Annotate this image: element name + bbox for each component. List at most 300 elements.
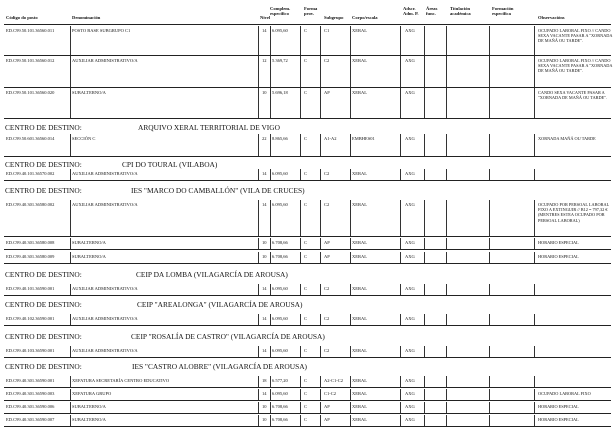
row-corpo: XERAL <box>352 240 367 245</box>
column-rule <box>489 389 490 400</box>
row-forma: C <box>304 136 308 141</box>
column-rule <box>446 389 447 400</box>
row-rule <box>4 180 611 181</box>
row-denominacion: POSTO BASE SUBGRUPO C1 <box>72 28 131 33</box>
row-forma: C <box>304 286 308 291</box>
header-subgrupo: Subgrupo <box>324 15 344 20</box>
row-complemento: 6.708,66 <box>272 240 288 245</box>
row-denominacion: XEFATURA GRUPO <box>72 391 112 396</box>
centre-name: IES "MARCO DO CAMBALLÓN" (VILA DE CRUCES) <box>131 186 305 195</box>
row-forma: C <box>304 90 308 95</box>
row-nivel: 14 <box>262 286 267 291</box>
row-rule <box>4 426 611 427</box>
row-complemento: 5.696,18 <box>272 90 288 95</box>
column-rule <box>258 134 259 156</box>
column-rule <box>300 402 301 413</box>
column-rule <box>400 376 401 387</box>
column-rule <box>489 88 490 118</box>
row-subgrupo: C2 <box>324 286 330 291</box>
header-areas: Áreas func. <box>426 6 438 16</box>
column-rule <box>489 252 490 263</box>
row-rule <box>4 325 611 326</box>
row-rule <box>4 236 611 237</box>
row-code: ED.C99.40.101.36570.002 <box>6 171 55 176</box>
header-codigo: Código do posto <box>6 15 38 20</box>
column-rule <box>400 88 401 118</box>
row-complemento: 6.095,60 <box>272 316 288 321</box>
column-rule <box>489 200 490 236</box>
column-rule <box>400 134 401 156</box>
row-corpo: XERAL <box>352 417 367 422</box>
row-subgrupo: C2 <box>324 202 330 207</box>
row-forma: C <box>304 378 308 383</box>
row-adscr: AXG <box>405 58 415 63</box>
row-nivel: 18 <box>262 378 267 383</box>
column-rule <box>446 346 447 357</box>
row-complemento: 6.708,66 <box>272 254 288 259</box>
row-nivel: 22 <box>262 136 267 141</box>
row-complemento: 6.708,66 <box>272 404 288 409</box>
row-adscr: AXG <box>405 378 415 383</box>
row-nivel: 10 <box>262 417 267 422</box>
row-forma: C <box>304 391 308 396</box>
column-rule <box>424 376 425 387</box>
row-observacions: OCUPADO LABORAL FIXO <box>538 391 591 396</box>
column-rule <box>320 200 321 236</box>
column-rule <box>489 314 490 325</box>
column-rule <box>424 402 425 413</box>
header-adscr: Adscr. Adm. P. <box>403 6 419 16</box>
column-rule <box>320 56 321 87</box>
column-rule <box>446 169 447 180</box>
column-rule <box>424 346 425 357</box>
column-rule <box>320 415 321 426</box>
row-nivel: 14 <box>262 391 267 396</box>
column-rule <box>270 200 271 236</box>
row-observacions: HORARIO ESPECIAL <box>538 404 579 409</box>
row-adscr: AXG <box>405 254 415 259</box>
row-nivel: 10 <box>262 90 267 95</box>
row-forma: C <box>304 202 308 207</box>
row-adscr: AXG <box>405 202 415 207</box>
column-rule <box>400 200 401 236</box>
row-complemento: 6.095,60 <box>272 28 288 33</box>
column-rule <box>70 402 71 413</box>
column-rule <box>320 88 321 118</box>
column-rule <box>446 26 447 55</box>
row-code: ED.C99.40.101.36590.001 <box>6 286 55 291</box>
row-observacions: CANDO SEXA VACANTE PASAR A "XORNADA DE MAÑÁ OU TARDE". <box>538 90 608 101</box>
row-subgrupo: AP <box>324 404 330 409</box>
column-rule <box>534 252 535 263</box>
header-denominacion: Denominación <box>72 15 101 20</box>
column-rule <box>489 402 490 413</box>
row-complemento: 6.577,20 <box>272 378 288 383</box>
column-rule <box>300 238 301 249</box>
column-rule <box>350 252 351 263</box>
column-rule <box>270 284 271 295</box>
row-corpo: XERAL <box>352 202 367 207</box>
column-rule <box>446 134 447 156</box>
column-rule <box>270 376 271 387</box>
column-rule <box>320 402 321 413</box>
column-rule <box>300 56 301 87</box>
row-nivel: 10 <box>262 240 267 245</box>
column-rule <box>270 346 271 357</box>
column-rule <box>70 56 71 87</box>
centre-label: CENTRO DE DESTINO: <box>5 160 82 169</box>
column-rule <box>70 88 71 118</box>
row-complemento: 6.095,60 <box>272 171 288 176</box>
row-denominacion: AUXILIAR ADMINISTRATIVO/A <box>72 171 138 176</box>
column-rule <box>258 88 259 118</box>
row-corpo: XERAL <box>352 348 367 353</box>
column-rule <box>534 389 535 400</box>
row-subgrupo: AP <box>324 90 330 95</box>
row-forma: C <box>304 417 308 422</box>
header-observacions: Observacións <box>538 15 565 20</box>
column-rule <box>300 389 301 400</box>
column-rule <box>258 200 259 236</box>
column-rule <box>446 88 447 118</box>
centre-label: CENTRO DE DESTINO: <box>5 270 82 279</box>
column-rule <box>320 252 321 263</box>
column-rule <box>300 134 301 156</box>
row-adscr: AXG <box>405 90 415 95</box>
column-rule <box>489 346 490 357</box>
column-rule <box>534 26 535 55</box>
row-corpo: XERAL <box>352 404 367 409</box>
column-rule <box>534 402 535 413</box>
column-rule <box>424 238 425 249</box>
column-rule <box>446 415 447 426</box>
column-rule <box>270 252 271 263</box>
row-complemento: 6.095,60 <box>272 286 288 291</box>
row-corpo: XERAL <box>352 58 367 63</box>
row-rule <box>4 400 611 401</box>
column-rule <box>270 314 271 325</box>
centre-name: CEIP "ROSALÍA DE CASTRO" (VILAGARCÍA DE AROUSA) <box>131 332 325 341</box>
row-corpo: XERAL <box>352 28 367 33</box>
column-rule <box>400 26 401 55</box>
column-rule <box>70 134 71 156</box>
column-rule <box>350 200 351 236</box>
row-forma: C <box>304 28 308 33</box>
row-adscr: AXG <box>405 404 415 409</box>
column-rule <box>400 402 401 413</box>
row-subgrupo: C2 <box>324 316 330 321</box>
column-rule <box>270 134 271 156</box>
column-rule <box>400 346 401 357</box>
row-nivel: 12 <box>262 58 267 63</box>
header-formacion: Formación específica <box>492 6 514 16</box>
row-corpo: XERAL <box>352 254 367 259</box>
column-rule <box>350 56 351 87</box>
row-observacions: OCUPADO LABORAL FIXO // CANDO SEXA VACANTE PASAR A "XORNADA DE MAÑÁ OU TARDE". <box>538 28 613 44</box>
centre-name: CEIP "AREALONGA" (VILAGARCÍA DE AROUSA) <box>137 300 303 309</box>
column-rule <box>258 402 259 413</box>
column-rule <box>258 56 259 87</box>
column-rule <box>424 26 425 55</box>
row-adscr: AXG <box>405 391 415 396</box>
row-denominacion: XEFATURA SECRETARÍA CENTRO EDUCATIVO <box>72 378 170 383</box>
column-rule <box>424 415 425 426</box>
row-code: ED.C99.40.301.36580.008 <box>6 240 55 245</box>
column-rule <box>424 284 425 295</box>
column-rule <box>489 169 490 180</box>
column-rule <box>400 169 401 180</box>
row-rule <box>4 156 611 157</box>
column-rule <box>534 415 535 426</box>
row-denominacion: AUXILIAR ADMINISTRATIVO/A <box>72 316 138 321</box>
row-subgrupo: C2 <box>324 348 330 353</box>
row-subgrupo: C1 <box>324 28 330 33</box>
row-complemento: 5.369,72 <box>272 58 288 63</box>
column-rule <box>300 314 301 325</box>
column-rule <box>446 238 447 249</box>
column-rule <box>400 238 401 249</box>
row-rule <box>4 295 611 296</box>
column-rule <box>350 389 351 400</box>
column-rule <box>424 389 425 400</box>
column-rule <box>270 169 271 180</box>
row-nivel: 14 <box>262 348 267 353</box>
row-complemento: 6.095,60 <box>272 348 288 353</box>
centre-label: CENTRO DE DESTINO: <box>5 300 82 309</box>
row-adscr: AXG <box>405 240 415 245</box>
column-rule <box>424 252 425 263</box>
centre-label: CENTRO DE DESTINO: <box>5 186 82 195</box>
column-rule <box>258 376 259 387</box>
row-code: ED.C99.40.301.36580.009 <box>6 254 55 259</box>
row-rule <box>4 55 611 56</box>
column-rule <box>534 56 535 87</box>
column-rule <box>70 415 71 426</box>
column-rule <box>70 284 71 295</box>
column-rule <box>350 134 351 156</box>
column-rule <box>70 389 71 400</box>
column-rule <box>350 415 351 426</box>
centre-label: CENTRO DE DESTINO: <box>5 123 82 132</box>
column-rule <box>300 284 301 295</box>
centre-name: CPI DO TOURAL (VILABOA) <box>122 160 218 169</box>
column-rule <box>258 284 259 295</box>
row-code: ED.C99.50.101.36560.011 <box>6 28 55 33</box>
column-rule <box>70 252 71 263</box>
row-subgrupo: AP <box>324 417 330 422</box>
column-rule <box>489 376 490 387</box>
column-rule <box>350 314 351 325</box>
column-rule <box>258 252 259 263</box>
row-denominacion: AUXILIAR ADMINISTRATIVO/A <box>72 202 138 207</box>
row-complemento: 6.095,60 <box>272 202 288 207</box>
column-rule <box>489 56 490 87</box>
row-nivel: 14 <box>262 171 267 176</box>
row-complemento: 8.865,66 <box>272 136 288 141</box>
column-rule <box>489 26 490 55</box>
row-code: ED.C99.50.101.36560.012 <box>6 58 55 63</box>
column-rule <box>270 415 271 426</box>
column-rule <box>300 200 301 236</box>
column-rule <box>270 238 271 249</box>
row-forma: C <box>304 404 308 409</box>
row-subgrupo: C2 <box>324 58 330 63</box>
header-nivel: Nivel <box>260 15 271 20</box>
column-rule <box>70 169 71 180</box>
column-rule <box>300 346 301 357</box>
column-rule <box>350 88 351 118</box>
column-rule <box>320 284 321 295</box>
row-observacions: XORNADA MAÑÁ OU TARDE <box>538 136 596 141</box>
row-code: ED.C99.40.301.36580.002 <box>6 202 55 207</box>
row-rule <box>4 263 611 264</box>
column-rule <box>446 402 447 413</box>
row-observacions: HORARIO ESPECIAL <box>538 417 579 422</box>
column-rule <box>446 376 447 387</box>
row-rule <box>4 357 611 358</box>
row-code: ED.C99.40.301.36590.006 <box>6 404 55 409</box>
column-rule <box>300 376 301 387</box>
row-rule <box>4 413 611 414</box>
column-rule <box>400 284 401 295</box>
column-rule <box>270 56 271 87</box>
row-corpo: EMBHES01 <box>352 136 375 141</box>
row-denominacion: SECCIÓN C <box>72 136 96 141</box>
row-code: ED.C99.40.301.36590.003 <box>6 391 55 396</box>
column-rule <box>350 238 351 249</box>
centre-label: CENTRO DE DESTINO: <box>5 362 82 371</box>
row-code: ED.C99.50.101.36560.020 <box>6 90 55 95</box>
column-rule <box>70 314 71 325</box>
column-rule <box>446 200 447 236</box>
column-rule <box>320 238 321 249</box>
row-rule <box>4 118 611 119</box>
column-rule <box>424 56 425 87</box>
column-rule <box>534 346 535 357</box>
centre-name: IES "CASTRO ALOBRE" (VILAGARCÍA DE AROUSA) <box>132 362 307 371</box>
row-forma: C <box>304 254 308 259</box>
row-observacions: OCUPADO LABORAL FIXO // CANDO SEXA VACANTE PASAR A "XORNADA DE MAÑÁ OU TARDE". <box>538 58 613 74</box>
row-rule <box>4 387 611 388</box>
row-corpo: XERAL <box>352 286 367 291</box>
row-nivel: 14 <box>262 28 267 33</box>
column-rule <box>320 376 321 387</box>
column-rule <box>70 200 71 236</box>
row-code: ED.C99.40.102.36590.001 <box>6 316 55 321</box>
row-code: ED.C99.40.103.36590.001 <box>6 348 55 353</box>
row-corpo: XERAL <box>352 90 367 95</box>
row-corpo: XERAL <box>352 391 367 396</box>
column-rule <box>300 88 301 118</box>
column-rule <box>320 134 321 156</box>
row-subgrupo: C1-C2 <box>324 391 337 396</box>
row-forma: C <box>304 348 308 353</box>
column-rule <box>258 314 259 325</box>
header-forma: Forma prov. <box>304 6 318 16</box>
column-rule <box>424 134 425 156</box>
row-forma: C <box>304 58 308 63</box>
row-adscr: AXG <box>405 316 415 321</box>
column-rule <box>534 88 535 118</box>
row-corpo: XERAL <box>352 378 367 383</box>
header-rule <box>4 24 611 25</box>
header-titulacion: Titulación académica <box>450 6 471 16</box>
row-rule <box>4 249 611 250</box>
row-observacions: OCUPADO POR PERSOAL LABORAL FIXO A EXTINGUIR // B12 = 797,32 € (MENTRES ESTEA OCUPADO POR PERSOAL LABORAL) <box>538 202 610 223</box>
row-subgrupo: C2 <box>324 171 330 176</box>
column-rule <box>400 314 401 325</box>
column-rule <box>258 346 259 357</box>
column-rule <box>489 238 490 249</box>
row-adscr: AXG <box>405 171 415 176</box>
centre-name: ARQUIVO XERAL TERRITORIAL DE VIGO <box>138 123 280 132</box>
column-rule <box>300 252 301 263</box>
row-code: ED.C99.40.301.36590.007 <box>6 417 55 422</box>
column-rule <box>350 284 351 295</box>
column-rule <box>320 169 321 180</box>
row-corpo: XERAL <box>352 316 367 321</box>
row-nivel: 10 <box>262 254 267 259</box>
column-rule <box>400 415 401 426</box>
column-rule <box>534 238 535 249</box>
row-code: ED.C99.50.601.36560.014 <box>6 136 55 141</box>
row-code: ED.C99.40.301.36590.001 <box>6 378 55 383</box>
column-rule <box>489 134 490 156</box>
column-rule <box>534 169 535 180</box>
column-rule <box>300 415 301 426</box>
row-corpo: XERAL <box>352 171 367 176</box>
row-complemento: 6.708,66 <box>272 417 288 422</box>
row-adscr: AXG <box>405 28 415 33</box>
column-rule <box>446 252 447 263</box>
row-nivel: 10 <box>262 404 267 409</box>
column-rule <box>350 346 351 357</box>
row-denominacion: AUXILIAR ADMINISTRATIVO/A <box>72 58 138 63</box>
column-rule <box>424 200 425 236</box>
row-observacions: HORARIO ESPECIAL <box>538 240 579 245</box>
row-denominacion: SUBALTERNO/A <box>72 90 106 95</box>
column-rule <box>258 415 259 426</box>
row-forma: C <box>304 316 308 321</box>
column-rule <box>350 169 351 180</box>
row-subgrupo: AP <box>324 240 330 245</box>
column-rule <box>446 314 447 325</box>
row-denominacion: SUBALTERNO/A <box>72 417 106 422</box>
column-rule <box>320 389 321 400</box>
column-rule <box>270 402 271 413</box>
centre-label: CENTRO DE DESTINO: <box>5 332 82 341</box>
column-rule <box>320 314 321 325</box>
column-rule <box>446 284 447 295</box>
column-rule <box>258 238 259 249</box>
column-rule <box>534 284 535 295</box>
column-rule <box>270 26 271 55</box>
centre-name: CEIP DA LOMBA (VILAGARCÍA DE AROUSA) <box>136 270 288 279</box>
column-rule <box>424 88 425 118</box>
row-denominacion: SUBALTERNO/A <box>72 404 106 409</box>
column-rule <box>320 26 321 55</box>
row-rule <box>4 87 611 88</box>
row-adscr: AXG <box>405 136 415 141</box>
row-adscr: AXG <box>405 286 415 291</box>
column-rule <box>446 56 447 87</box>
column-rule <box>270 88 271 118</box>
column-rule <box>489 415 490 426</box>
row-subgrupo: A2-C1-C2 <box>324 378 343 383</box>
column-rule <box>70 238 71 249</box>
column-rule <box>350 26 351 55</box>
row-denominacion: SUBALTERNO/A <box>72 254 106 259</box>
